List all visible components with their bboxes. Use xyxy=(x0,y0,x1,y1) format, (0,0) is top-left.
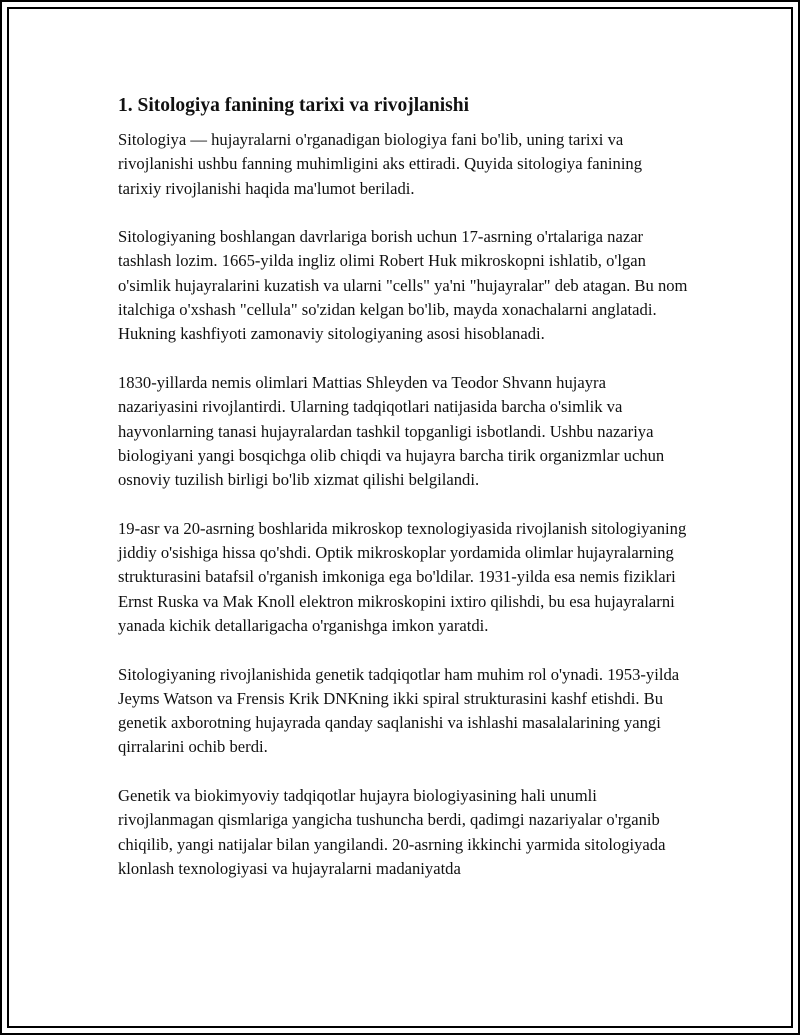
paragraph-4: 19-asr va 20-asrning boshlarida mikroskop texnologiyasida rivojlanish sitologiyaning jiddiy o'sishiga hissa qo'shdi. Optik mikroskoplar yordamida olimlar hujayralarning strukturasini batafsil o'rganish imkoniga ega bo'ldilar. 1931-yilda esa nemis fiziklari Ernst Ruska va Mak Knoll elektron mikroskopini ixtiro qilishdi, bu esa hujayralarni yanada kichik detallarigacha o'rganishga imkon yaratdi. xyxy=(118,518,687,635)
paragraph-1: Sitologiya — hujayralarni o'rganadigan biologiya fani bo'lib, uning tarixi va rivojlanishi ushbu fanning muhimligini aks ettiradi. Quyida sitologiya fanining tarixiy rivojlanishi haqida ma'lumot beriladi. xyxy=(118,130,643,198)
section-title: 1. Sitologiya fanining tarixi va rivojlanishi xyxy=(118,95,470,116)
paragraph-6: Genetik va biokimyoviy tadqiqotlar hujayra biologiyasining hali unumli rivojlanmagan qismlariga yangicha tushuncha berdi, qadimgi nazariyalar o'rganib chiqilib, yangi natijalar bilan yangilandi. 20-asrning ikkinchi yarmida sitologiyada klonlash texnologiyasi va hujayralarni madaniyatda xyxy=(118,786,666,878)
document-body xyxy=(118,93,688,906)
paragraph-2: Sitologiyaning boshlangan davrlariga borish uchun 17-asrning o'rtalariga nazar tashlash lozim. 1665-yilda ingliz olimi Robert Huk mikroskopni ishlatib, o'lgan o'simlik hujayralarini kuzatish va ularni "cells" ya'ni "hujayralar" deb atagan. Bu nom italchiga o'xshash "cellula" so'zidan kelgan bo'lib, mayda xonachalarni anglatadi. Hukning kashfiyoti zamonaviy sitologiyaning asosi hisoblanadi. xyxy=(118,227,688,344)
paragraph-5: Sitologiyaning rivojlanishida genetik tadqiqotlar ham muhim rol o'ynadi. 1953-yilda Jeyms Watson va Frensis Krik DNKning ikki spiral strukturasini kashf etishdi. Bu genetik axborotning hujayrada qanday saqlanishi va ishlashi masalalarining yangi qirralarini ochib berdi. xyxy=(118,664,680,757)
paragraph-3: 1830-yillarda nemis olimlari Mattias Shleyden va Teodor Shvann hujayra nazariyasini rivojlantirdi. Ularning tadqiqotlari natijasida barcha o'simlik va hayvonlarning tanasi hujayralardan tashkil topganligi isbotlandi. Ushbu nazariya biologiyani yangi bosqichga olib chiqdi va hujayra barcha tirik organizmlar uchun osnoviy tuzilish birligi bo'lib xizmat qilishi belgilandi. xyxy=(118,372,665,490)
